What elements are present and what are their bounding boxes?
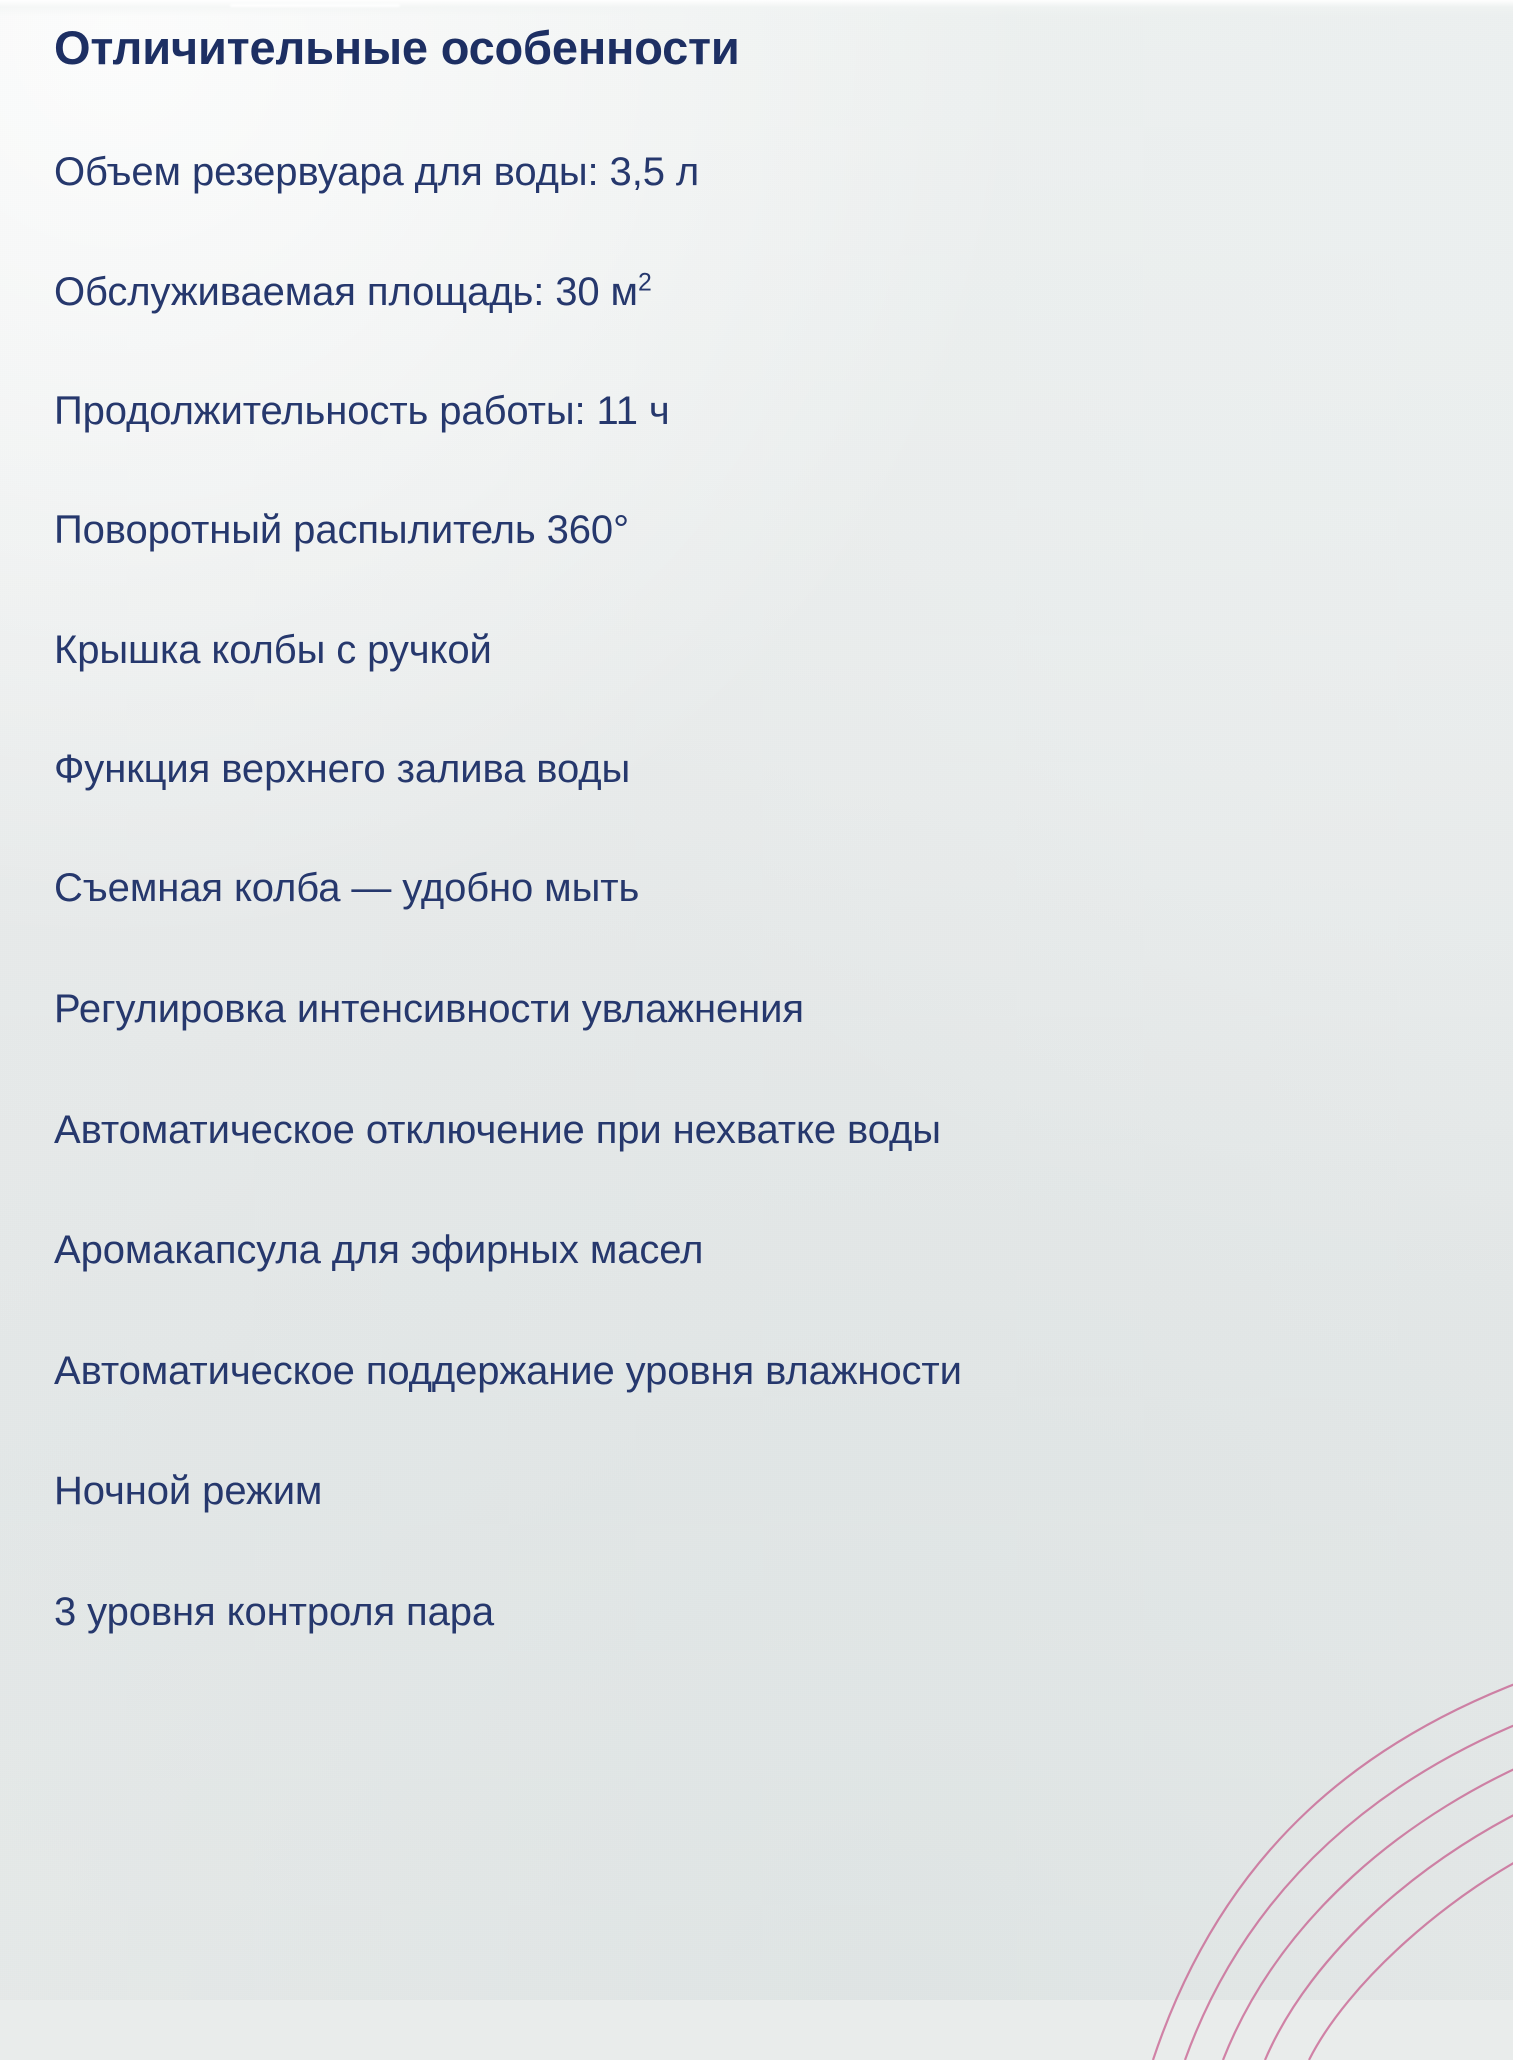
list-item (54, 150, 1493, 195)
list-item (54, 987, 1493, 1032)
feature-label: Объем резервуара для воды: 3,5 л (54, 149, 700, 194)
feature-label: Продолжительность работы: 11 ч (54, 389, 670, 434)
feature-label: Автоматическое отключение при нехватке воды (54, 1108, 941, 1153)
feature-superscript: 2 (637, 270, 652, 298)
list-item (54, 628, 1493, 673)
feature-label: 3 уровня контроля пара (54, 1590, 495, 1635)
feature-label: Регулировка интенсивности увлажнения (54, 987, 804, 1032)
text-block (54, 0, 1493, 1635)
feature-label: Обслуживаемая площадь: 30 м (54, 270, 638, 315)
list-item (54, 508, 1493, 553)
list-item (54, 747, 1493, 792)
list-item (54, 1469, 1493, 1514)
list-item (54, 389, 1493, 434)
feature-label: Съемная колба — удобно мыть (54, 866, 640, 911)
feature-label: Аромакапсула для эфирных масел (54, 1227, 704, 1272)
feature-label: Поворотный распылитель 360° (54, 508, 629, 553)
list-item (54, 270, 1493, 315)
feature-label: Функция верхнего залива воды (54, 746, 631, 791)
list-item (54, 1349, 1493, 1394)
decorative-arcs-graphic (1033, 1640, 1513, 2060)
page-title: Отличительные особенности (54, 21, 740, 74)
feature-label: Ночной режим (54, 1469, 323, 1514)
list-item (54, 1108, 1493, 1153)
feature-label: Крышка колбы с ручкой (54, 627, 492, 672)
list-item (54, 1228, 1493, 1273)
list-item (54, 1590, 1493, 1635)
list-item (54, 866, 1493, 911)
feature-label: Автоматическое поддержание уровня влажности (54, 1348, 962, 1393)
feature-list (54, 150, 1493, 1635)
